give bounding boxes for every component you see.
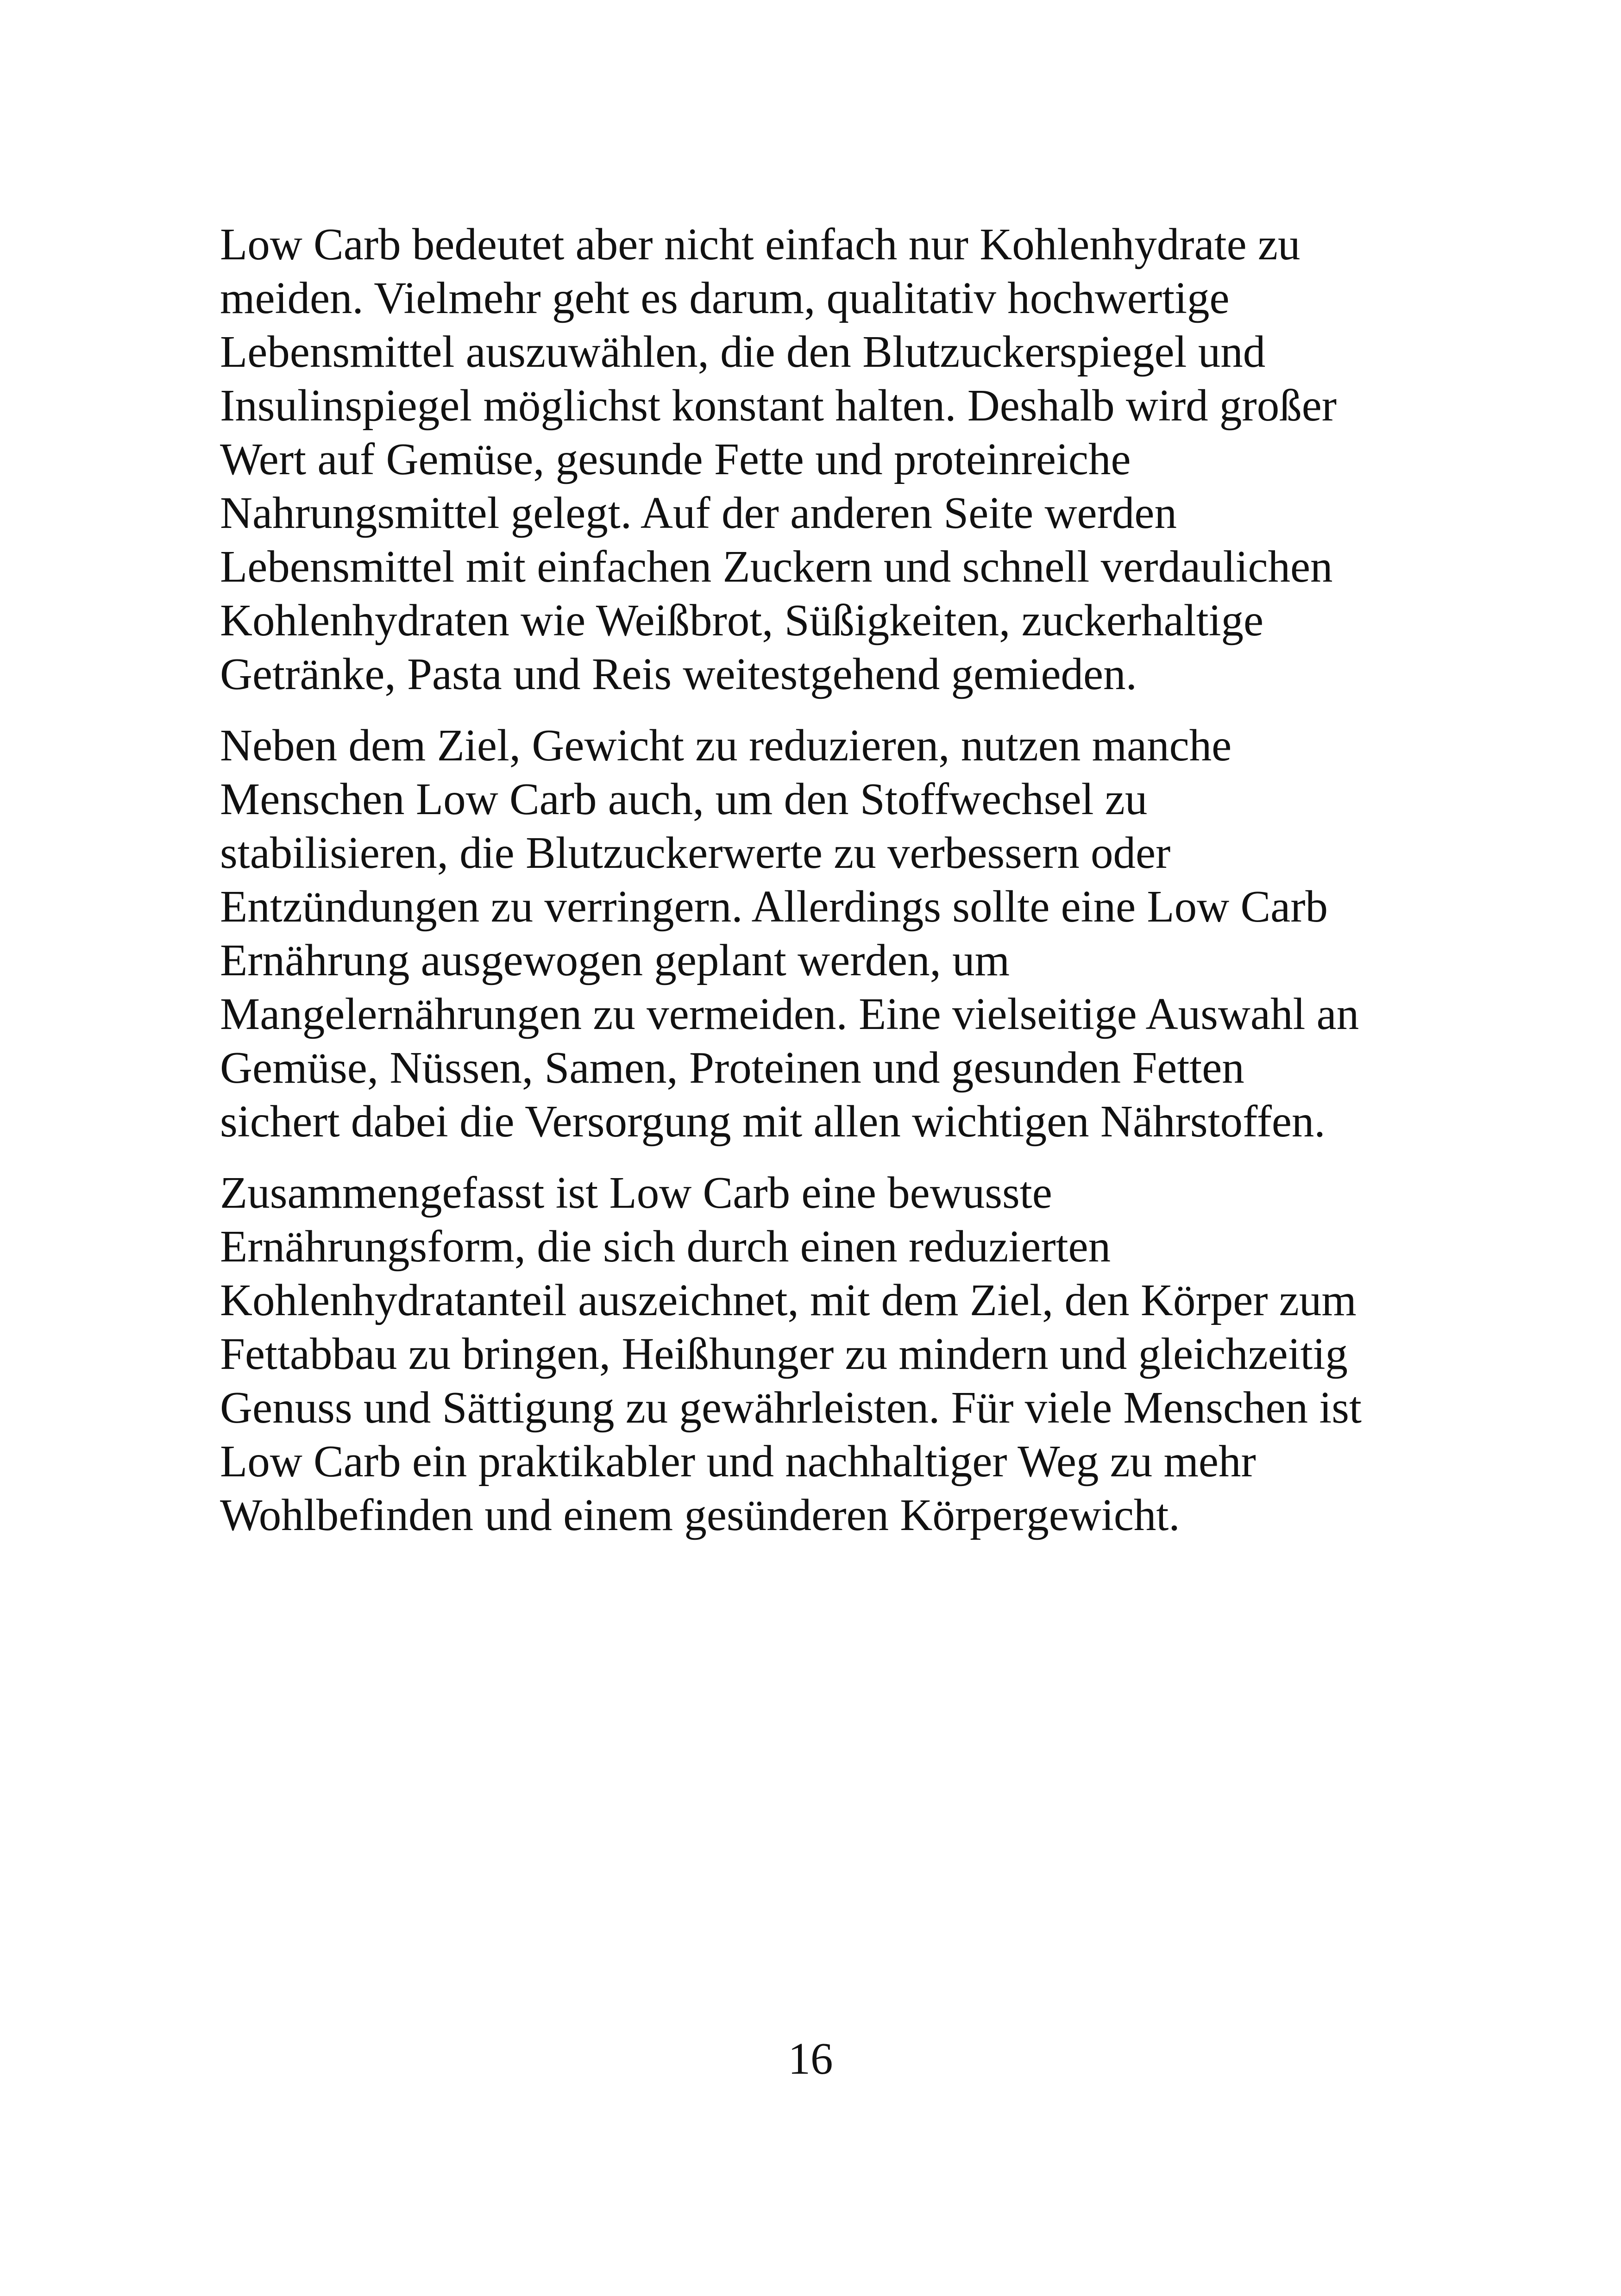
- text-line: Lebensmittel auszuwählen, die den Blutzuckerspiegel und: [220, 327, 1266, 376]
- text-line: Ernährung ausgewogen geplant werden, um: [220, 935, 1010, 985]
- text-line: Neben dem Ziel, Gewicht zu reduzieren, nutzen manche: [220, 721, 1232, 770]
- text-line: Mangelernährungen zu vermeiden. Eine vielseitige Auswahl an: [220, 989, 1359, 1039]
- text-line: Low Carb bedeutet aber nicht einfach nur Kohlenhydrate zu: [220, 220, 1301, 269]
- text-line: Nahrungsmittel gelegt. Auf der anderen Seite werden: [220, 488, 1177, 538]
- text-line: Wohlbefinden und einem gesünderen Körpergewicht.: [220, 1490, 1180, 1540]
- page-number: 16: [788, 2034, 833, 2083]
- body-text: [220, 218, 1424, 1542]
- text-line: Genuss und Sättigung zu gewährleisten. Für viele Menschen ist: [220, 1383, 1362, 1432]
- text-line: Entzündungen zu verringern. Allerdings sollte eine Low Carb: [220, 882, 1328, 931]
- text-line: Getränke, Pasta und Reis weitestgehend gemieden.: [220, 649, 1137, 699]
- text-line: Fettabbau zu bringen, Heißhunger zu mindern und gleichzeitig: [220, 1329, 1348, 1379]
- text-line: Kohlenhydratanteil auszeichnet, mit dem Ziel, den Körper zum: [220, 1275, 1357, 1325]
- text-line: Kohlenhydraten wie Weißbrot, Süßigkeiten, zuckerhaltige: [220, 596, 1264, 645]
- text-line: Insulinspiegel möglichst konstant halten. Deshalb wird großer: [220, 381, 1337, 430]
- text-line: Zusammengefasst ist Low Carb eine bewusste: [220, 1168, 1052, 1217]
- text-line: Gemüse, Nüssen, Samen, Proteinen und gesunden Fetten: [220, 1043, 1244, 1092]
- text-line: meiden. Vielmehr geht es darum, qualitativ hochwertige: [220, 273, 1230, 323]
- text-line: Wert auf Gemüse, gesunde Fette und proteinreiche: [220, 434, 1131, 484]
- text-line: Menschen Low Carb auch, um den Stoffwechsel zu: [220, 774, 1148, 824]
- paragraph-1: [220, 218, 1424, 701]
- paragraph-2: [220, 719, 1424, 1148]
- text-line: Ernährungsform, die sich durch einen reduzierten: [220, 1222, 1111, 1271]
- text-line: Low Carb ein praktikabler und nachhaltiger Weg zu mehr: [220, 1437, 1256, 1486]
- text-line: sichert dabei die Versorgung mit allen wichtigen Nährstoffen.: [220, 1097, 1326, 1146]
- paragraph-3: [220, 1166, 1424, 1542]
- text-line: Lebensmittel mit einfachen Zuckern und schnell verdaulichen: [220, 542, 1333, 591]
- text-line: stabilisieren, die Blutzuckerwerte zu verbessern oder: [220, 828, 1171, 878]
